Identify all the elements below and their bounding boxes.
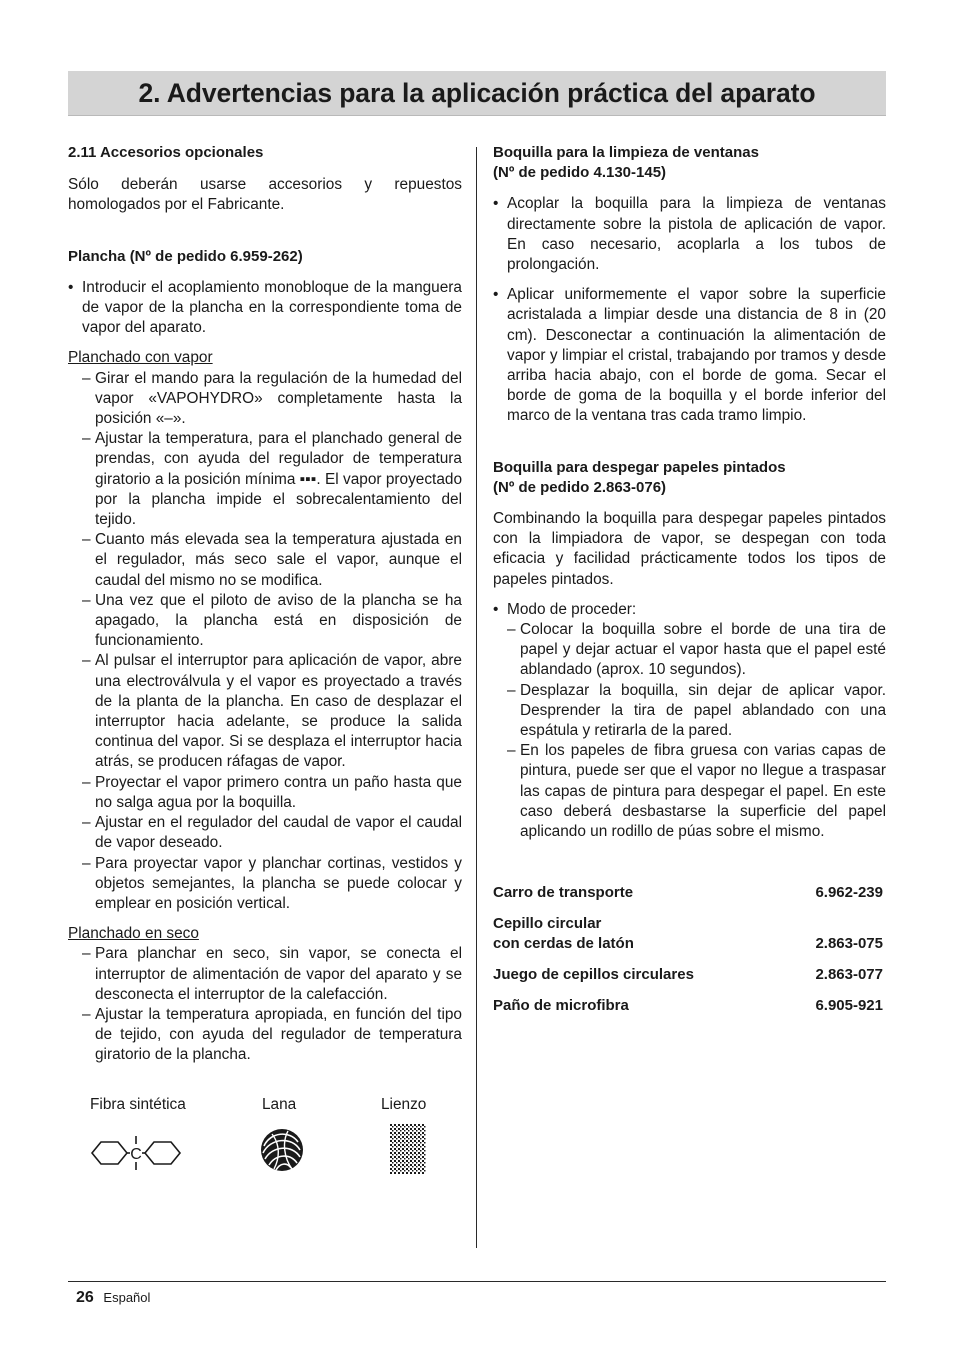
page-number: 26	[76, 1289, 94, 1306]
section-title: 2.11 Accesorios opcionales	[68, 144, 264, 161]
modo-item: – En los papeles de fibra gruesa con varias capas de pintura, puede ser que el vapor no llegue a traspasar las capas de pintura para despegar el papel. En este caso deberá desbastarse la superficie del papel aplicando un rodillo de púas sobre el mismo.	[493, 741, 886, 842]
vapor-item: – Cuanto más elevada sea la temperatura ajustada en el regulador, más seco sale el vapor, aunque el caudal del mismo no se modifica.	[68, 530, 462, 591]
accessory-row	[493, 965, 886, 985]
column-divider	[476, 147, 477, 1248]
left-column	[68, 143, 462, 1066]
vapor-item: – Una vez que el piloto de aviso de la plancha se ha apagado, la plancha está en disposición de funcionamiento.	[68, 591, 462, 652]
right-column	[493, 143, 886, 1016]
fabric-label-synthetic: Fibra sintética	[90, 1096, 186, 1113]
accessory-code: 6.905-921	[815, 997, 883, 1015]
plancha-bullet: • Introducir el acoplamiento monobloque de la manguera de vapor de la plancha en la correspondiente toma de vapor del aparato.	[68, 278, 462, 339]
seco-list	[68, 944, 462, 1065]
page-footer	[76, 1289, 150, 1307]
vapor-heading: Planchado con vapor	[68, 349, 213, 367]
accessory-row	[493, 996, 886, 1016]
vapor-item: – Ajustar en el regulador del caudal de vapor el caudal de vapor deseado.	[68, 813, 462, 853]
modo-item: – Desplazar la boquilla, sin dejar de aplicar vapor. Desprender la tira de papel ablandado con una espátula y retirarla de la pared.	[493, 681, 886, 742]
fabric-label-linen: Lienzo	[381, 1096, 427, 1113]
vapor-item: – Ajustar la temperatura, para el planchado general de prendas, con ayuda del regulador de temperatura giratorio a la posición mínima ▪▪▪. El vapor proyectado por la plancha impide el sobrecalentamiento del tejido.	[68, 429, 462, 530]
ventanas-title: Boquilla para la limpieza de ventanas (Nº de pedido 4.130-145)	[493, 144, 759, 182]
page-title: 2. Advertencias para la aplicación práctica del aparato	[138, 78, 816, 108]
accessory-name: Paño de microfibra	[493, 997, 629, 1015]
page-header	[68, 71, 886, 116]
accessory-name: Cepillo circular con cerdas de latón	[493, 914, 634, 952]
footer-rule	[68, 1281, 886, 1282]
vapor-list	[68, 369, 462, 914]
plancha-title: Plancha (Nº de pedido 6.959-262)	[68, 247, 303, 265]
modo-item: – Colocar la boquilla sobre el borde de una tira de papel y dejar actuar el vapor hasta que el papel esté ablandado (aprox. 10 segundos).	[493, 620, 886, 681]
intro-text: Sólo deberán usarse accesorios y repuestos homologados por el Fabricante.	[68, 176, 462, 214]
ventanas-bullet: • Aplicar uniformemente el vapor sobre la superficie acristalada a limpiar desde una distancia de 8 in (20 cm). Desconectar a continuación la alimentación de vapor y limpiar el cristal, trabajando por tramos y desde arriba hacia abajo, con el borde de goma. Secar el borde de goma de la boquilla y el borde inferior del marco de la ventana tras cada tramo limpio.	[493, 285, 886, 426]
fabric-symbols	[68, 1096, 462, 1186]
seco-item: – Para planchar en seco, sin vapor, se conecta el interruptor de alimentación de vapor del aparato y se desconecta el interruptor de la calefacción.	[68, 944, 462, 1005]
ventanas-bullet: • Acoplar la boquilla para la limpieza de ventanas directamente sobre la pistola de aplicación de vapor. En caso necesario, acoplarla a los tubos de prolongación.	[493, 194, 886, 275]
carbon-symbol: C	[130, 1146, 142, 1163]
linen-icon	[390, 1124, 426, 1174]
fabric-label-wool: Lana	[262, 1096, 297, 1113]
accessory-row	[493, 914, 886, 954]
accessory-list	[493, 883, 886, 1016]
modo-label: • Modo de proceder:	[493, 600, 886, 620]
accessory-code: 2.863-075	[815, 934, 883, 952]
accessory-name: Carro de transporte	[493, 884, 634, 902]
wool-icon	[258, 1126, 306, 1174]
accessory-name: Juego de cepillos circulares	[493, 965, 694, 983]
synthetic-fiber-icon	[90, 1134, 182, 1172]
vapor-item: – Girar el mando para la regulación de la humedad del vapor «VAPOHYDRO» completamente hasta la posición «–».	[68, 369, 462, 430]
seco-heading: Planchado en seco	[68, 925, 199, 943]
footer-language: Español	[103, 1290, 151, 1305]
accessory-code: 6.962-239	[815, 884, 883, 902]
accessory-row	[493, 883, 886, 903]
papeles-intro: Combinando la boquilla para despegar papeles pintados con la limpiadora de vapor, se despegan con toda eficacia y facilidad prácticamente todos los tipos de papeles pintados.	[493, 510, 886, 588]
vapor-item: – Proyectar el vapor primero contra un paño hasta que no salga agua por la boquilla.	[68, 773, 462, 813]
accessory-code: 2.863-077	[815, 965, 883, 983]
modo-list	[493, 620, 886, 842]
vapor-item: – Al pulsar el interruptor para aplicación de vapor, abre una electroválvula y el vapor es proyectado a través de la planta de la plancha. En caso de desplazar el interruptor hacia adelante, se produce la salida continua del vapor. Si se desplaza el interruptor hacia atrás, se producen ráfagas de vapor.	[68, 651, 462, 772]
vapor-item: – Para proyectar vapor y planchar cortinas, vestidos y objetos semejantes, la plancha se puede colocar y emplear en posición vertical.	[68, 854, 462, 915]
papeles-title: Boquilla para despegar papeles pintados (Nº de pedido 2.863-076)	[493, 458, 786, 496]
seco-item: – Ajustar la temperatura apropiada, en función del tipo de tejido, con ayuda del regulador de temperatura giratorio de la plancha.	[68, 1005, 462, 1066]
